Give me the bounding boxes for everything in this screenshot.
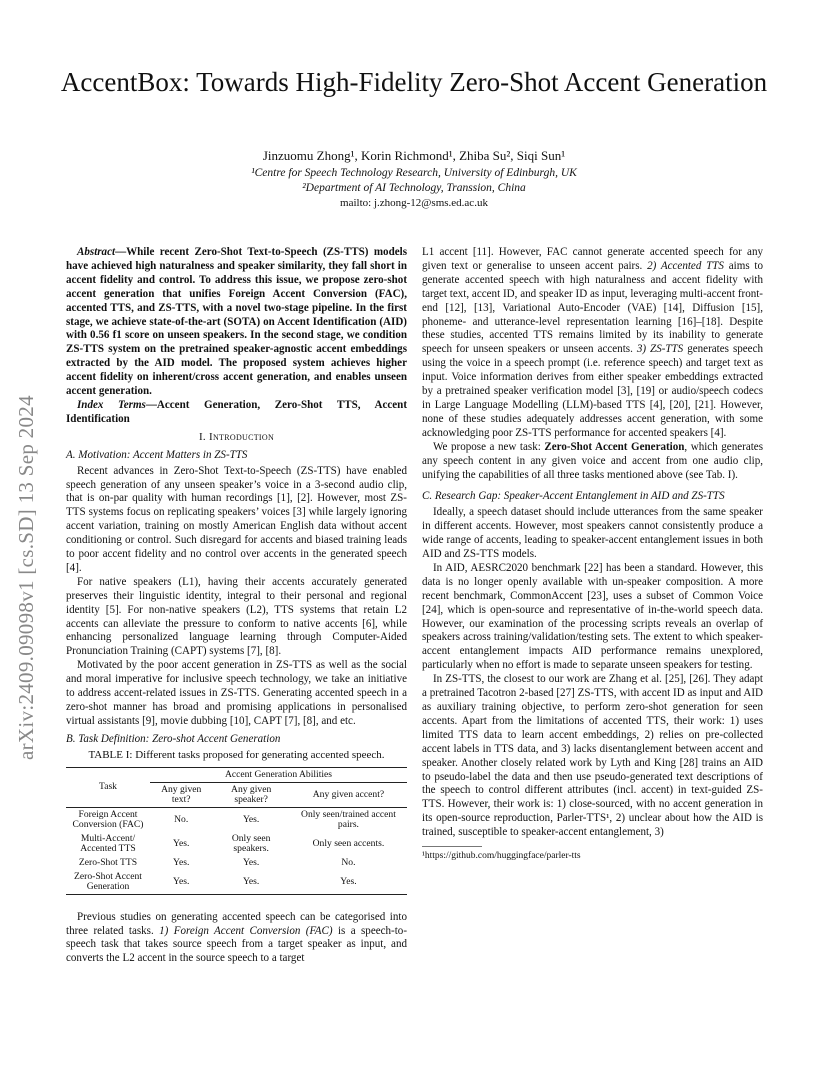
p4-fac-label: 1) Foreign Accent Conversion (FAC) <box>159 924 333 937</box>
intro-paragraph-2: For native speakers (L1), having their accents accurately generated preserves their linguistic identity, integral to their personal and regional identity [5]. For non-native speakers (L2), TTS systems that retain L2 accents can alleviate the pressure to conform to native accents [6], while enhancing personalized language learning through Computer-Aided Pronunciation Training (CAPT) systems [7], [8]. <box>66 575 407 658</box>
table-cell: Only seen accents. <box>312 837 385 849</box>
authors: Jinzuomu Zhong¹, Korin Richmond¹, Zhiba Su², Siqi Sun¹ <box>262 148 566 163</box>
left-column <box>66 246 407 966</box>
subsection-motivation: A. Motivation: Accent Matters in ZS-TTS <box>66 448 248 461</box>
r1-zstts-label: 3) ZS-TTS <box>636 343 684 356</box>
footnote-divider <box>422 846 482 847</box>
abstract <box>66 246 407 399</box>
r2-task-name: Zero-Shot Accent Generation <box>544 440 685 453</box>
r1-text-e: generates speech using the voice in a speech prompt (i.e. reference speech) and target text as input. Voice information derives from either speaker embeddings extracted by a pretrained speaker verification model [3], [19] or audio/speech codecs in Large Language Modelling (LLM)-based TTS [4], [20], [21]. However, none of these studies adequately addresses accent generation, with some acknowledging poor ZS-TTS performance for accented speakers [4]. <box>422 343 763 439</box>
right-column <box>422 246 763 864</box>
table-cell-task: Foreign Accent Conversion (FAC) <box>72 808 144 830</box>
table-cell: Only seen/trained accent pairs. <box>301 808 396 830</box>
r1-text-a: L1 accent [11]. However, FAC cannot generate accented speech for any given text or generalise to unseen accent pairs. <box>422 246 763 272</box>
table-caption: TABLE I: Different tasks proposed for generating accented speech. <box>88 748 385 761</box>
table-cell: Yes. <box>242 856 260 868</box>
arxiv-side-label: arXiv:2409.09098v1 [cs.SD] 13 Sep 2024 <box>14 395 38 760</box>
table-col-text: Any given text? <box>161 783 202 805</box>
table-cell: No. <box>174 813 189 825</box>
table-cell-task: Multi-Accent/ Accented TTS <box>80 832 136 854</box>
table-col-speaker: Any given speaker? <box>231 783 272 805</box>
table-cell: No. <box>341 856 356 868</box>
table-row <box>66 807 407 832</box>
r1-text-c: aims to generate accented speech with high naturalness and accent fidelity with target text, accent ID, and speaker ID as input, leveraging multi-accent front-end [12], [13], Variational Auto-Encoder (VAE) [14], Diffusion [15], phoneme- and utterance-level representation learning [16]–[18]. Despite these studies, accented TTS remains limited by its inability to generate speech for unseen speakers or unseen accents. <box>422 259 763 356</box>
subsection-research-gap: C. Research Gap: Speaker-Accent Entanglement in AID and ZS-TTS <box>422 490 725 503</box>
right-paragraph-4: In AID, AESRC2020 benchmark [22] has been a standard. However, this data is no longer openly available with un-speaker composition. A more recent benchmark, CommonAccent [23], uses a subset of Common Voice [24], which is open-source and representative of in-the-world speech data. However, our examination of the processing scripts reveals an overlap of speakers across training/validation/testing sets. The extent to which speaker-accent entanglement impacts AID performance remains unexplored, particularly when no effort is made to separate unseen speakers for testing. <box>422 561 763 672</box>
table-cell: Yes. <box>173 856 190 868</box>
affiliation-1: ¹Centre for Speech Technology Research, University of Edinburgh, UK <box>251 167 577 179</box>
table-row <box>66 856 407 870</box>
right-paragraph-1 <box>422 246 763 441</box>
tasks-table <box>66 767 407 895</box>
footnote-link[interactable]: ¹https://github.com/huggingface/parler-tts <box>422 851 581 862</box>
r2-text-a: We propose a new task: <box>433 440 545 453</box>
p4-text-c: is a speech-to-speech task that takes source speech from a target speaker as input, and converts the L2 accent in the source speech to a target <box>66 924 407 965</box>
contact-email[interactable]: mailto: j.zhong-12@sms.ed.ac.uk <box>340 197 488 209</box>
paper-title: AccentBox: Towards High-Fidelity Zero-Shot Accent Generation <box>60 67 768 97</box>
table-row <box>66 870 407 895</box>
table-cell: Only seen speakers. <box>231 832 271 854</box>
affiliation-2: ²Department of AI Technology, Transsion, China <box>302 182 526 194</box>
table-cell: Yes. <box>173 875 190 887</box>
table-header-group: Accent Generation Abilities <box>150 767 407 782</box>
subsection-task-definition: B. Task Definition: Zero-shot Accent Generation <box>66 732 281 745</box>
table-cell: Yes. <box>242 813 260 825</box>
table-header-task: Task <box>66 767 150 807</box>
abstract-label: Abstract <box>77 246 116 258</box>
table-col-accent: Any given accent? <box>312 788 385 800</box>
table-row <box>66 832 407 856</box>
table-cell-task: Zero-Shot Accent Generation <box>74 870 142 892</box>
table-cell: Yes. <box>173 837 190 849</box>
abstract-text: —While recent Zero-Shot Text-to-Speech (ZS-TTS) models have achieved high naturalness and speaker similarity, they fall short in accent fidelity and control. To address this issue, we propose zero-shot accent generation that unifies Foreign Accent Conversion (FAC), accented TTS, and ZS-TTS, with a novel two-stage pipeline. In the first stage, we achieve state-of-the-art (SOTA) on Accent Identification (AID) with 0.56 f1 score on unseen speakers. In the second stage, we condition ZS-TTS system on the pretrained speaker-agnostic accent embeddings extracted by the AID model. The proposed system achieves higher accent fidelity on inherent/cross accent generation, and enables unseen accent generation. <box>66 246 407 398</box>
index-terms <box>66 399 407 427</box>
intro-paragraph-1: Recent advances in Zero-Shot Text-to-Speech (ZS-TTS) have enabled speech generation of any unseen speaker’s voice in a 3-second audio clip, that is on-par quality with human recordings [1], [2]. However, most ZS-TTS systems focus on replicating speakers’ voices [3] while largely ignoring accent variation, training on mostly American English data without accent conditioning or control. Such disregard for accents and biased training leads to poor accent fidelity and no control over accents in the generated speech [4]. <box>66 464 407 574</box>
right-paragraph-3: Ideally, a speech dataset should include utterances from the same speaker in different accents. However, most speakers cannot consistently produce a wide range of accents, leading to speaker-accent entanglement issues in both AID and ZS-TTS models. <box>422 506 763 561</box>
section-introduction: I. Introduction <box>198 430 275 443</box>
right-paragraph-5: In ZS-TTS, the closest to our work are Zhang et al. [25], [26]. They adapt a pretrained Tacotron 2-based [27] ZS-TTS, with accent ID as input and AID as auxiliary training objective, to perform zero-shot generation for seen accents. Apart from the limitations of accented TTS, their work: 1) uses limited TTS data to learn accent embeddings, 2) relies on pre-collected accent labels in TTS data, and 3) lacks disentanglement between accent and speaker. Another closely related work by Lyth and King [28] trains an AID to pseudo-label the data and then use pseudo-generated text descriptions of the speech to control different attributes (incl. accent) in text-guided ZS-TTS. However, their work is: 1) close-sourced, with no accent generation in its open-source reproduction, Parler-TTS¹, 2) unclear about how the AID is trained, susceptible to speaker-accent entanglement, 3) <box>422 673 763 839</box>
footnote-area <box>422 846 763 864</box>
index-terms-label: Index Terms <box>77 398 146 411</box>
intro-paragraph-3: Motivated by the poor accent generation in ZS-TTS as well as the social and moral imperative for inclusive speech technology, we take an initiative to address accent-related issues in ZS-TTS. Generating accented speech in a zero-shot manner has broad and promising applications in personalised virtual assistants [9], movie dubbing [10], CAPT [7], [8], and etc. <box>66 659 407 727</box>
r2-text-c: , which generates any speech content in any given voice and accent from one audio clip, unifying the capabilities of all three tasks mentioned above (see Tab. I). <box>422 440 763 481</box>
right-paragraph-2 <box>422 441 763 483</box>
index-terms-text: —Accent Generation, Zero-Shot TTS, Accent Identification <box>66 398 408 425</box>
table-cell: Yes. <box>242 875 260 887</box>
table-cell-task: Zero-Shot TTS <box>78 856 138 868</box>
intro-paragraph-4 <box>66 911 407 967</box>
r1-accented-tts-label: 2) Accented TTS <box>647 259 724 272</box>
table-cell: Yes. <box>340 875 357 887</box>
p4-text-a: Previous studies on generating accented speech can be categorised into three related tasks. <box>66 910 407 937</box>
